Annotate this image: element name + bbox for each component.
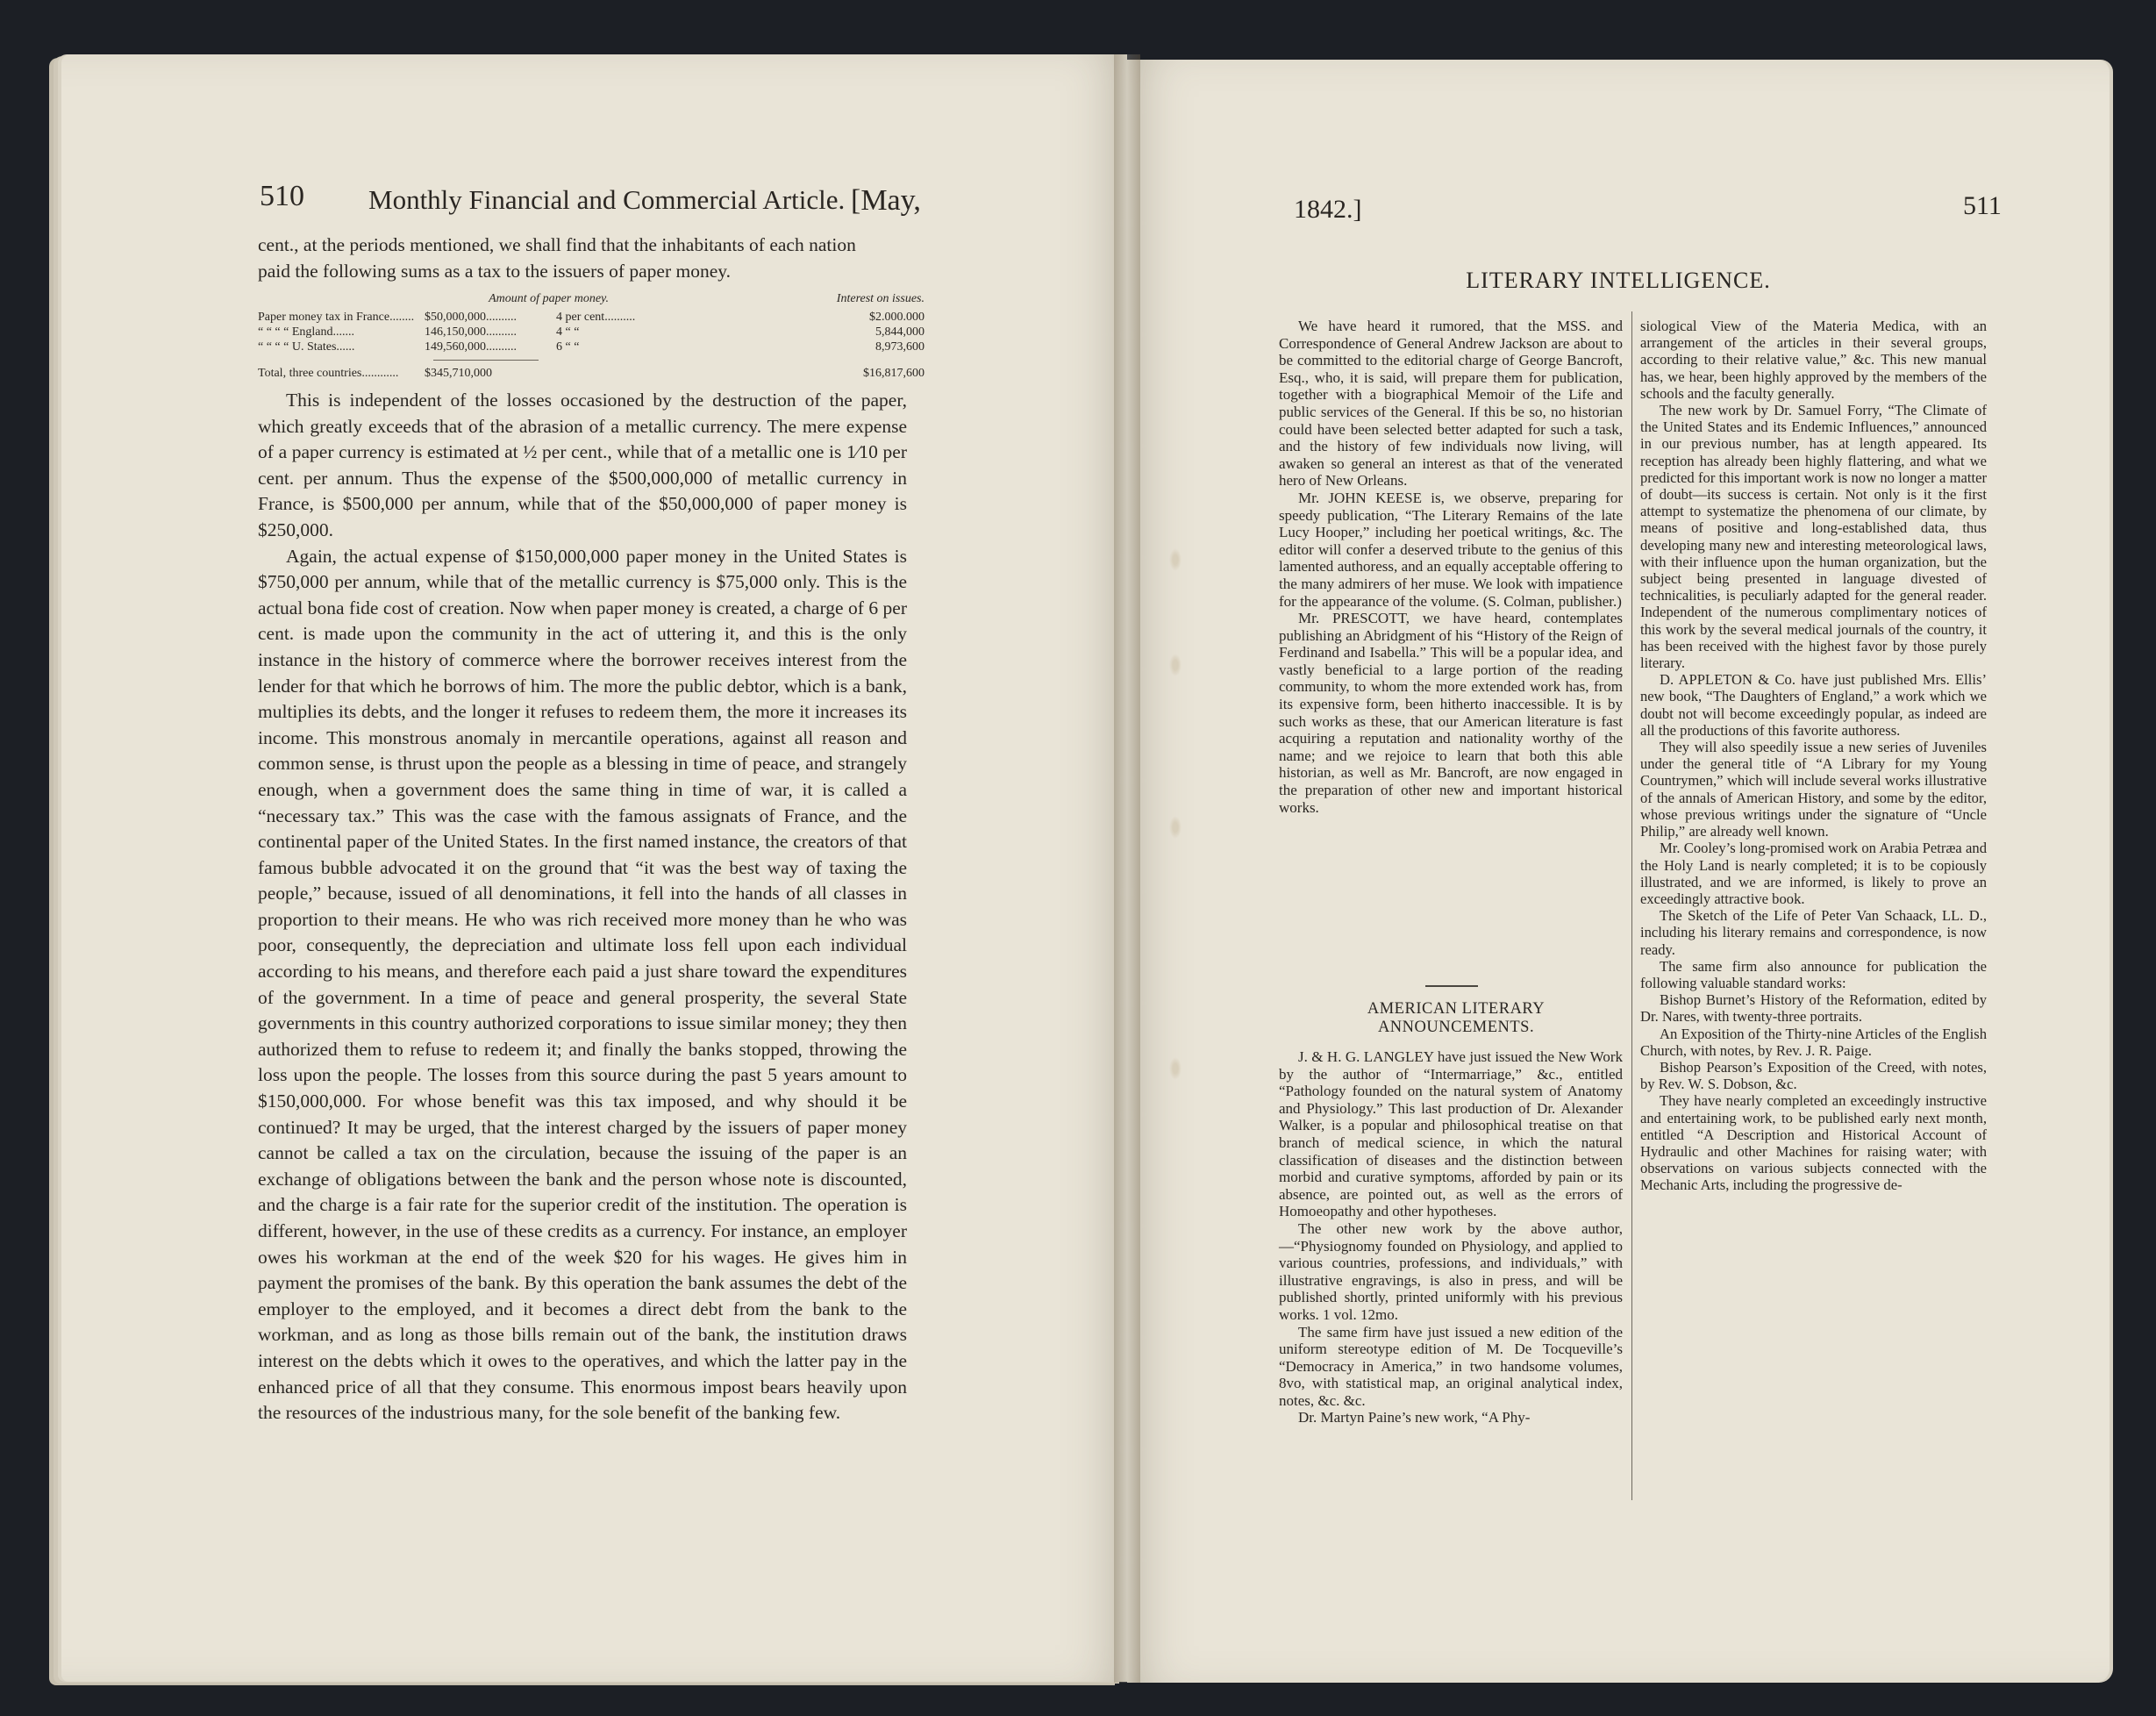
paragraph: The Sketch of the Life of Peter Van Schaack, LL. D., including his literary remains and correspondence, is now ready. <box>1640 907 1987 958</box>
paragraph: Bishop Pearson’s Exposition of the Creed, with notes, by Rev. W. S. Dobson, &c. <box>1640 1058 1987 1093</box>
left-body <box>258 388 907 1426</box>
row-rate: 4 per cent.......... <box>556 311 636 324</box>
total-amount: $345,710,000 <box>425 367 492 380</box>
row-interest: $2.000.000 <box>869 311 925 324</box>
paragraph: They will also speedily issue a new series of Juveniles under the general title of “A Library for my Young Countrymen,” which will include several works illustrative of the annals of American History, and some by the editor, whose previous writings under the signature of “Uncle Philip,” are already well known. <box>1640 739 1987 840</box>
paragraph: Bishop Burnet’s History of the Reformation, edited by Dr. Nares, with twenty-three portraits. <box>1640 991 1987 1026</box>
paragraph: Dr. Martyn Paine’s new work, “A Phy- <box>1298 1409 1531 1426</box>
paragraph: Mr. JOHN KEESE is, we observe, preparing for speedy publication, “The Literary Remains of the late Lucy Hooper,” including her poetical writings, &c. The editor will confer a deserved tribute to the genius of this lamented authoress, and an equally acceptable offering to the many admirers of her muse. We look with impatience for the appearance of the volume. (S. Colman, publisher.) <box>1279 489 1623 610</box>
paragraph: D. APPLETON & Co. have just published Mrs. Ellis’ new book, “The Daughters of England,” a work which we doubt not will become exceedingly popular, as indeed are all the productions of this favorite authoress. <box>1640 671 1987 739</box>
paragraph: Mr. PRESCOTT, we have heard, contemplates publishing an Abridgment of his “History of the Reign of Ferdinand and Isabella.” This will be a popular idea, and vastly beneficial to a large portion of the reading community, to whom the more extended work has, from its expensive form, been hitherto inaccessible. It is by such works as these, that our American literature is fast acquiring a reputation and nationality worthy of the name; and we rejoice to learn that both this able historian, as well as Mr. Bancroft, are now engaged in the preparation of other new and important historical works. <box>1279 610 1623 816</box>
left-intro <box>258 232 907 284</box>
row-amount: 146,150,000.......... <box>425 325 517 339</box>
intro-line: paid the following sums as a tax to the issuers of paper money. <box>258 260 731 282</box>
running-date-right: 1842.] <box>1294 195 1362 224</box>
paragraph: The new work by Dr. Samuel Forry, “The Climate of the United States and its Endemic Influences,” announced in our previous number, has at length appeared. Its reception has already been highly flattering, and what we predicted for this important work is now no longer a matter of doubt—its success is certain. Not only is it the first attempt to systematize the phenomena of our climate, by means of positive and long-established data, thus developing many new and interesting meteorological laws, with their influence upon the human organization, but the subject being presented in language divested of technicalities, is peculiarly adapted for the general reader. Independent of the numerous complimentary notices of this work by the several medical journals of the country, it has been received with the highest favor by those purely literary. <box>1640 402 1987 672</box>
row-label: “ “ “ “ U. States...... <box>258 340 355 354</box>
table-row <box>258 310 925 325</box>
paragraph: J. & H. G. LANGLEY have just issued the New Work by the author of “Intermarriage,” &c., entitled “Pathology founded on the natural system of Anatomy and Physiology.” This last production of Dr. Alexander Walker, is a popular and philosophical treatise on that branch of medical science, in which the natural classification of diseases and the distinction between morbid and curative symptoms, afforded by pain or its absence, are pointed out, as well as the errors of Homoeopathy and other hypotheses. <box>1279 1048 1623 1220</box>
table-total-row <box>258 366 925 381</box>
paragraph: They have nearly completed an exceedingly instructive and entertaining work, to be published early next month, entitled “A Description and Historical Account of Hydraulic and other Machines for raising water; with observations on various subjects connected with the Mechanic Arts, including the progressive de- <box>1640 1092 1987 1194</box>
header-interest: Interest on issues. <box>836 292 925 305</box>
paragraph: Again, the actual expense of $150,000,000 paper money in the United States is $750,000 per annum, while that of the metallic currency is $75,000 only. This is the actual bona fide cost of creation. Now when paper money is created, a charge of 6 per cent. is made upon the community in the act of uttering it, and this is the only instance in the history of commerce where the borrower receives interest from the lender for that which he borrows of him. The more the public debtor, which is a bank, multiplies its debts, and the longer it refuses to redeem them, the more it increases its income. This monstrous anomaly in mercantile operations, against all reason and common sense, is thrust upon the people as a blessing in time of peace, and strangely enough, when a government does the same thing in time of war, it is called a “necessary tax.” This was the case with the famous assignats of France, and the continental paper of the United States. In the first named instance, the creators of that famous bubble advocated it on the ground that “it was the best way of taxing the people,” because, issued of all denominations, it fell into the hands of all classes in proportion to their means. He who was rich received more money than he who was poor, consequently, the depreciation and ultimate loss fell upon each individual according to his means, and therefore each paid a just share toward the expenditures of the government. In a time of peace and general prosperity, the several State governments in this country authorized corporations to issue similar money; they then authorized them to refuse to redeem it; and finally the banks stopped, throwing the loss upon the people. The losses from this source during the past 5 years amount to $150,000,000. For whose benefit was this tax imposed, and why should it be continued? It may be urged, that the interest charged by the issuers of paper money cannot be called a tax on the circulation, because the issuing of the paper is an exchange of obligations between the bank and the person whose note is discounted, and the charge is a fair rate for the superior credit of the institution. The operation is different, however, in the use of these credits as a currency. For instance, an employer owes his workman at the end of the week $20 for his wages. He gives him in payment the promises of the bank. By this operation the bank assumes the debt of the employer to the employed, and it becomes a direct debt from the bank to the workman, and as long as those bills remain out of the bank, the institution draws interest on the debts which it owes to the operatives, and which the latter pay in the enhanced price of all that they consume. This enormous impost bears heavily upon the resources of the industrious many, for the sole benefit of the banking few. <box>258 545 907 1424</box>
page-number-left: 510 <box>260 180 304 212</box>
book-gutter <box>1114 54 1140 1683</box>
row-label: “ “ “ “ England....... <box>258 325 355 339</box>
paragraph: An Exposition of the Thirty-nine Articles of the English Church, with notes, by Rev. J. R. Paige. <box>1640 1025 1987 1059</box>
row-rate: 4 “ “ <box>556 325 580 339</box>
header-amount: Amount of paper money. <box>489 292 609 305</box>
table-header <box>258 291 925 306</box>
running-date-left: [May, <box>851 184 921 217</box>
binding-stitch <box>1169 654 1182 676</box>
paragraph: This is independent of the losses occasioned by the destruction of the paper, which greatly exceeds that of the abrasion of a metallic currency. The mere expense of a paper currency is estimated at ½ per cent., while that of a metallic one is 1⁄10 per cent. per annum. Thus the expense of the $500,000,000 of metallic currency in France, is $500,000 per annum, while that of the $50,000,000 of paper money is $250,000. <box>258 390 907 540</box>
total-interest: $16,817,600 <box>863 367 925 380</box>
table-row <box>258 325 925 340</box>
row-amount: $50,000,000.......... <box>425 311 517 324</box>
table-rule <box>433 360 539 361</box>
paragraph: siological View of the Materia Medica, with an arrangement of the articles in their several groups, according to their relative value,” &c. This new manual has, we hear, been highly approved by the members of the schools and the faculty generally. <box>1640 318 1987 402</box>
binding-stitch <box>1169 816 1182 839</box>
row-interest: 8,973,600 <box>875 340 925 354</box>
row-amount: 149,560,000.......... <box>425 340 517 354</box>
page-number-right: 511 <box>1963 191 2002 220</box>
column-1-bottom <box>1279 1048 1623 1426</box>
row-interest: 5,844,000 <box>875 325 925 339</box>
table-row <box>258 340 925 354</box>
paragraph: We have heard it rumored, that the MSS. and Correspondence of General Andrew Jackson are about to be committed to the editorial charge of George Bancroft, Esq., who, it is said, will prepare them for publication, together with a biographical Memoir of the Life and public services of the General. If this be so, no historian could have been selected better adapted for such a task, and the history of few individuals now living, will awaken so general an interest as that of the venerated hero of New Orleans. <box>1279 318 1623 490</box>
intro-line: cent., at the periods mentioned, we shall find that the inhabitants of each nation <box>258 234 856 255</box>
running-title: Monthly Financial and Commercial Article. <box>368 184 846 215</box>
section-title-text: LITERARY INTELLIGENCE. <box>1466 268 1771 293</box>
column-2 <box>1640 318 1987 1194</box>
paragraph: The same firm also announce for publication the following valuable standard works: <box>1640 957 1987 991</box>
paper-money-table <box>258 291 925 381</box>
column-1-top <box>1279 318 1623 816</box>
row-rate: 6 “ “ <box>556 340 580 354</box>
binding-stitch <box>1169 548 1182 571</box>
column-rule <box>1631 311 1632 1500</box>
paragraph: The same firm have just issued a new edition of the uniform stereotype edition of M. De Tocqueville’s “Democracy in America,” in two handsome volumes, 8vo, with statistical map, an original analytical index, notes, &c. &c. <box>1279 1323 1623 1409</box>
paragraph: Mr. Cooley’s long-promised work on Arabia Petræa and the Holy Land is nearly completed; it is to be copiously illustrated, and we are informed, is likely to prove an exceedingly attractive book. <box>1640 840 1987 907</box>
row-label: Paper money tax in France........ <box>258 311 415 324</box>
binding-stitch <box>1169 1057 1182 1080</box>
section-divider <box>1425 985 1478 987</box>
section-title <box>1127 268 2110 294</box>
paragraph: The other new work by the above author,—“Physiognomy founded on Physiology, and applied to various countries, professions, and individuals,” with illustrative engravings, is also in press, and will be published shortly, printed uniformly with his previous works. 1 vol. 12mo. <box>1279 1219 1623 1323</box>
total-label: Total, three countries............ <box>258 367 399 380</box>
announcements-subhead: AMERICAN LITERARY ANNOUNCEMENTS. <box>1367 1000 1546 1036</box>
